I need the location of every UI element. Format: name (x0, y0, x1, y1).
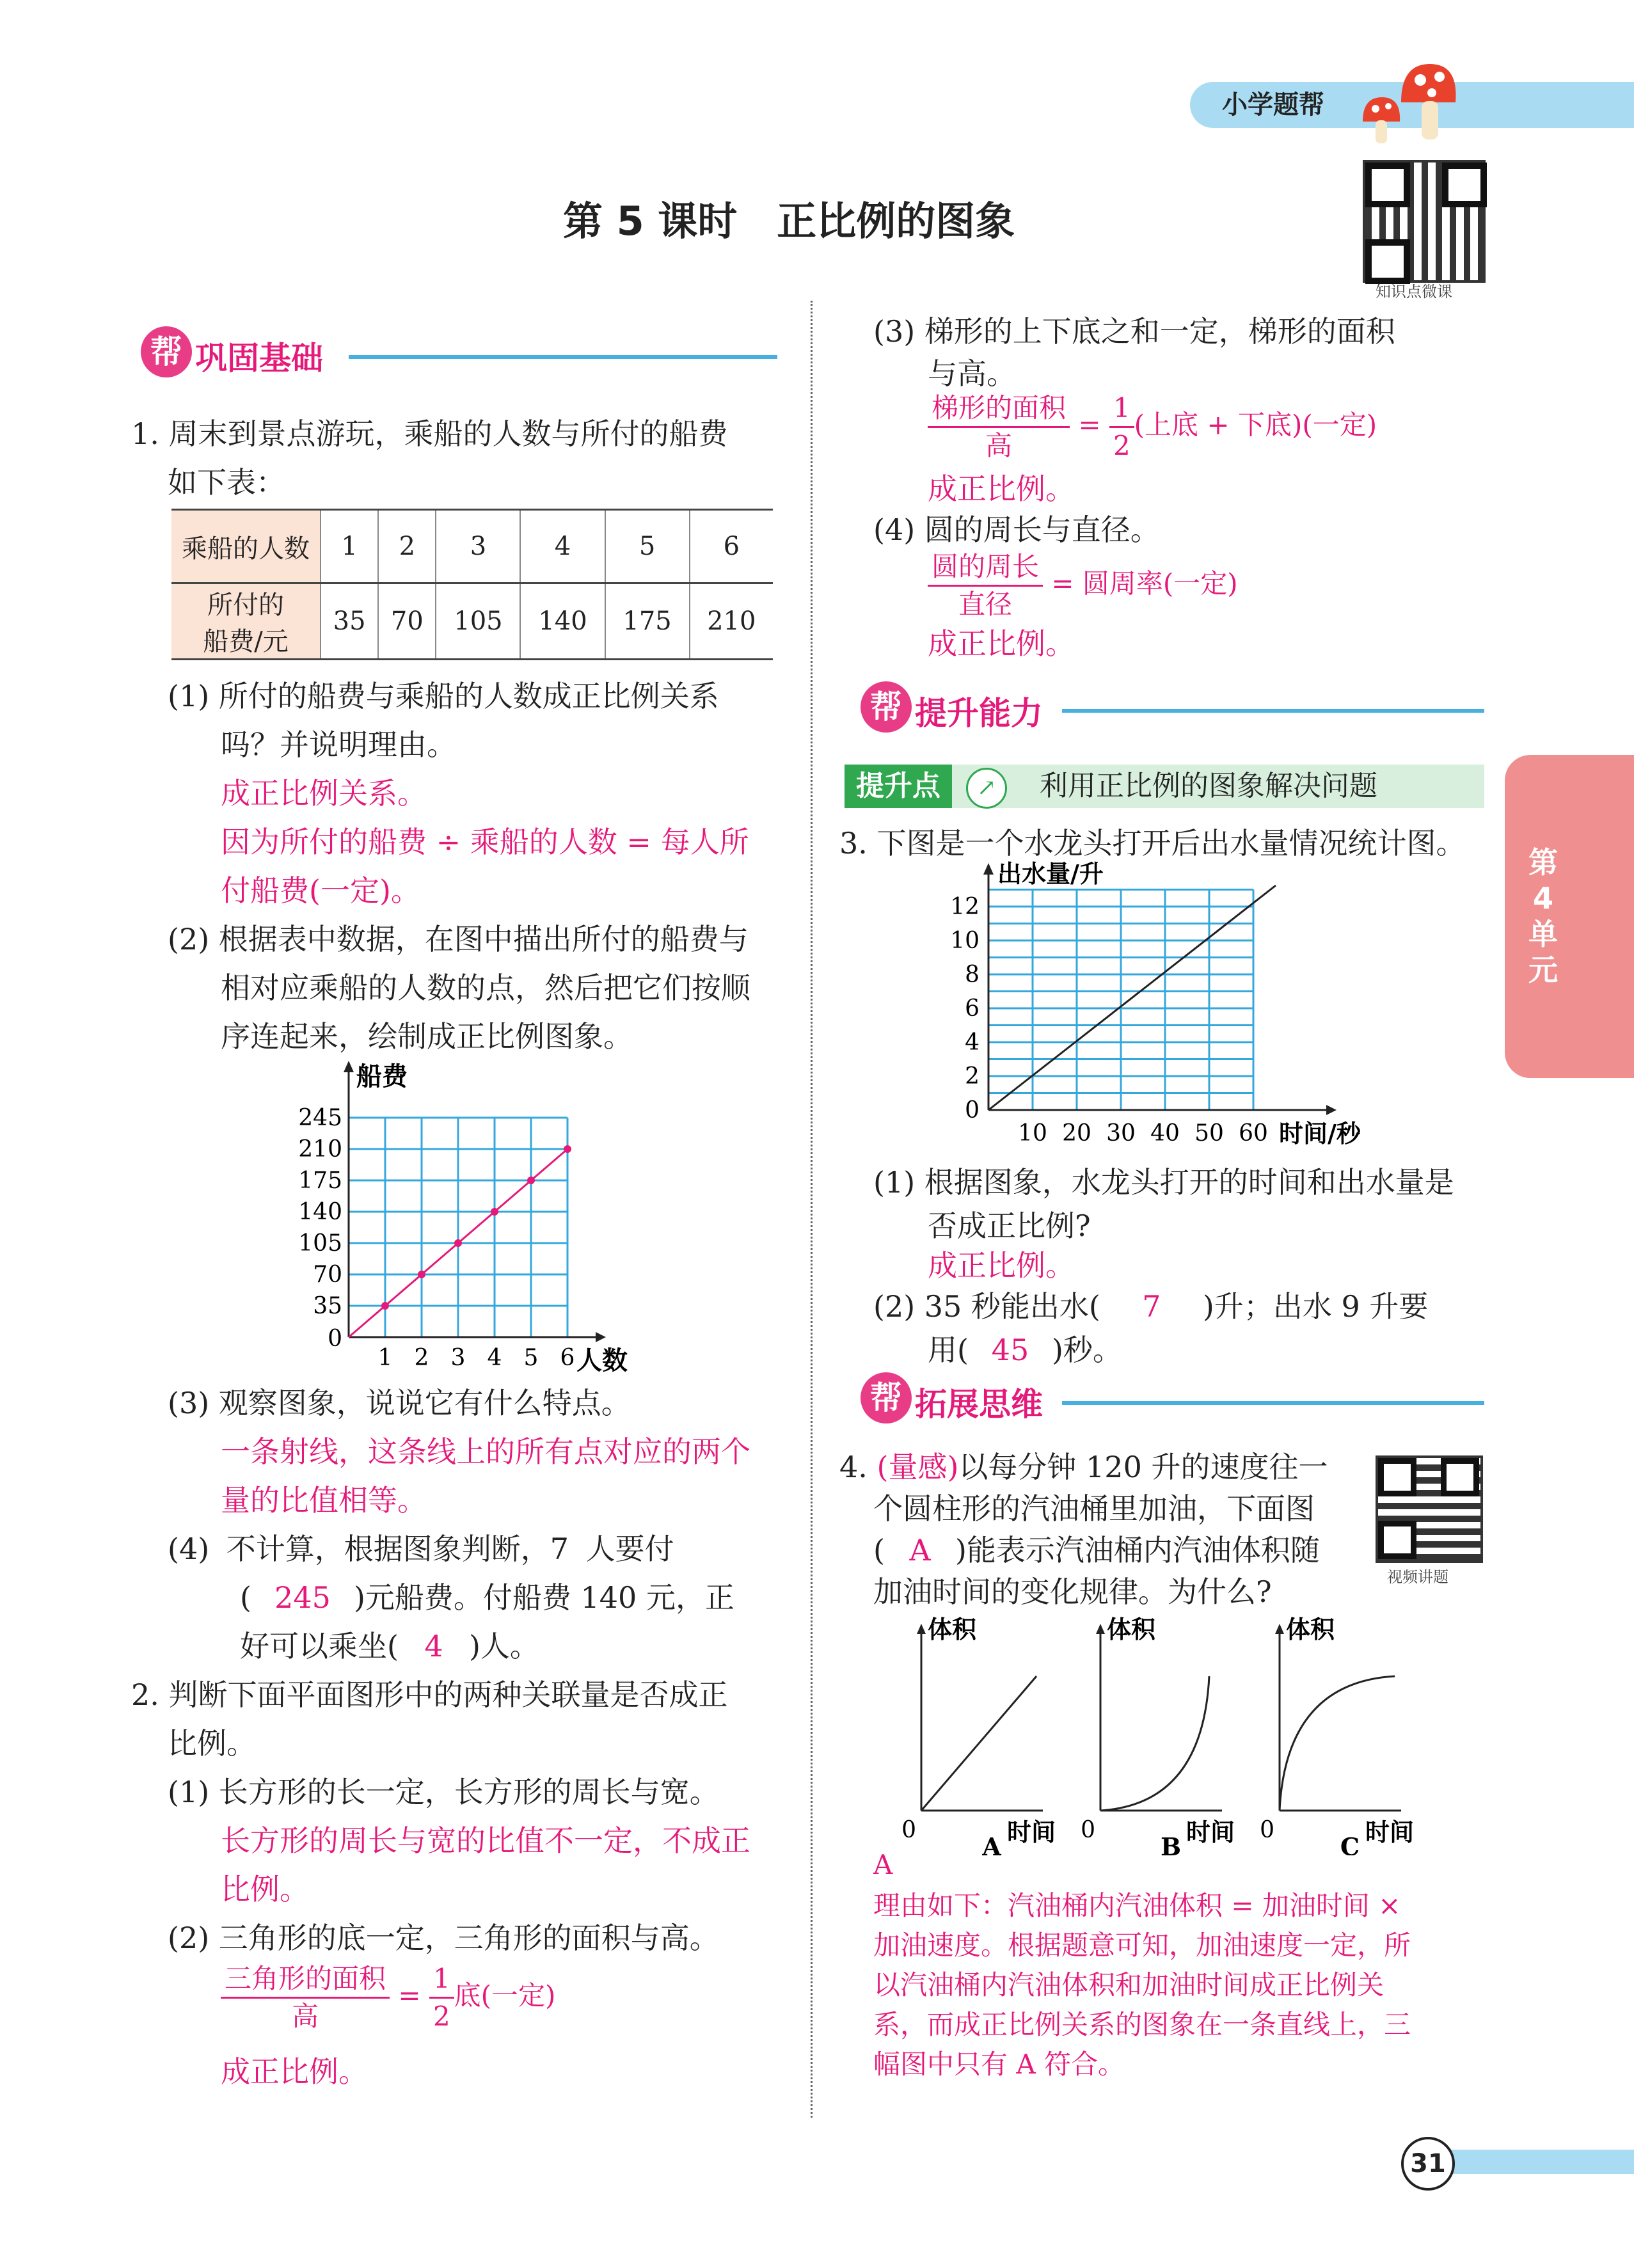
table-cell: 3 (436, 510, 520, 583)
water-flow-chart (928, 854, 1440, 1161)
q3-part1: 否成正比例? (928, 1209, 1091, 1243)
x-axis-arrow (1326, 1105, 1337, 1115)
x-tick-label: 50 (1194, 1120, 1224, 1146)
data-point (418, 1271, 425, 1278)
y-axis-arrow (983, 863, 994, 875)
q4-number: 4. (839, 1450, 868, 1484)
q4-text: )能表示汽油桶内汽油体积随 (955, 1533, 1320, 1567)
q3-part1: (1) 根据图象，水龙头打开的时间和出水量是 (873, 1165, 1454, 1200)
q1-part2: (2) 根据表中数据，在图中描出所付的船费与 (168, 922, 749, 956)
y-axis-label: 出水量/升 (997, 859, 1104, 888)
y-axis-arrow (1275, 1624, 1284, 1634)
y-axis-arrow (917, 1624, 926, 1634)
section-line (1062, 1401, 1484, 1405)
table-cell: 6 (690, 510, 773, 583)
y-tick-label: 35 (313, 1293, 342, 1319)
q1-answer: 一条射线，这条线上的所有点对应的两个 (221, 1434, 750, 1469)
x-axis-label: 时间 (1006, 1818, 1056, 1846)
fraction (1109, 390, 1134, 464)
unit-tab-char: 元 (1528, 953, 1558, 987)
table-cell: 5 (605, 510, 690, 583)
data-point (454, 1239, 462, 1247)
y-axis-label: 体积 (928, 1615, 977, 1644)
x-axis-arrow (596, 1332, 606, 1342)
q3-part2-text: 用( (928, 1333, 969, 1367)
q1-part3: (3) 观察图象，说说它有什么特点。 (168, 1386, 631, 1420)
table-cell: 2 (378, 510, 436, 583)
fraction-numerator: 梯形的面积 (928, 390, 1070, 428)
q2-answer: 成正比例。 (221, 2054, 368, 2089)
fraction-numerator: 1 (429, 1961, 454, 1999)
y-tick-label: 210 (298, 1136, 342, 1162)
column-divider (811, 301, 813, 2118)
fraction-denominator: 2 (1113, 430, 1130, 461)
graph-name: B (1160, 1832, 1182, 1855)
fraction-denominator: 2 (432, 2001, 450, 2032)
y-axis-label: 船费 (356, 1061, 408, 1091)
q2-answer: 比例。 (221, 1872, 309, 1907)
q4-answer: 加油速度。根据题意可知，加油速度一定，所 (873, 1930, 1411, 1961)
fraction (928, 390, 1070, 464)
x-tick-label: 3 (450, 1345, 466, 1371)
footer-bar (1427, 2150, 1634, 2174)
table-cell: 70 (378, 583, 436, 660)
y-tick-label: 10 (950, 928, 980, 954)
section-line (1062, 709, 1484, 713)
q4-tag: (量感) (876, 1450, 959, 1484)
graph-curve (1280, 1676, 1395, 1811)
origin-label: 0 (965, 1097, 980, 1123)
origin-label: 0 (901, 1817, 916, 1843)
q1-answer: 付船费(一定)。 (221, 873, 420, 908)
q3-part2-text: )秒。 (1051, 1333, 1122, 1367)
x-axis-label: 时间/秒 (1279, 1119, 1361, 1148)
x-tick-label: 6 (560, 1345, 575, 1371)
y-tick-label: 105 (298, 1230, 342, 1257)
y-tick-label: 12 (950, 894, 980, 920)
x-tick-label: 10 (1018, 1120, 1047, 1146)
q4-answer: 系，而成正比例关系的图象在一条直线上，三 (873, 2009, 1411, 2040)
y-tick-label: 70 (313, 1262, 342, 1288)
data-point (381, 1302, 389, 1310)
q1-part4-text: )元船费。付船费 140 元，正 (353, 1580, 734, 1615)
y-tick-label: 6 (965, 995, 980, 1022)
graph-curve (921, 1676, 1036, 1811)
fraction-denominator: 直径 (958, 589, 1013, 620)
y-tick-label: 4 (965, 1029, 980, 1056)
section-icon: 帮 (141, 326, 192, 377)
page-number: 31 (1401, 2137, 1455, 2191)
table-cell: 140 (520, 583, 605, 660)
qr-caption: 知识点微课 (1376, 283, 1452, 301)
q1-part2: 序连起来，绘制成正比例图象。 (221, 1019, 633, 1054)
q2-part2-formula (221, 1961, 555, 2034)
q3-part2-text: (2) 35 秒能出水( (873, 1289, 1100, 1324)
unit-tab-char: 第 (1528, 845, 1558, 880)
q1-answer: 量的比值相等。 (221, 1483, 427, 1518)
section-title-improve: 提升能力 (915, 695, 1043, 732)
q2-stem: 2. 判断下面平面图形中的两种关联量是否成正 (131, 1677, 728, 1712)
x-tick-label: 2 (414, 1345, 429, 1371)
table-header-line: 船费/元 (203, 627, 289, 656)
q1-table (171, 509, 773, 660)
q2-part3-formula (928, 390, 1377, 464)
origin-label: 0 (1081, 1817, 1095, 1843)
unit-tab-label (1505, 845, 1582, 988)
equals-sign: = (1078, 409, 1101, 441)
data-point (564, 1145, 571, 1153)
table-header (171, 583, 321, 660)
y-tick-label: 175 (298, 1168, 342, 1194)
q3-part2-line1 (873, 1282, 1428, 1331)
q4-answer: 以汽油桶内汽油体积和加油时间成正比例关 (873, 1969, 1384, 2001)
q4-text: 以每分钟 120 升的速度往一 (958, 1450, 1328, 1484)
q1-stem: 1. 周末到景点游玩，乘船的人数与所付的船费 (131, 416, 728, 451)
q2-answer: 成正比例。 (928, 626, 1075, 661)
fraction (221, 1961, 390, 2034)
answer-blank: 4 (424, 1629, 443, 1663)
q2-part4-formula (928, 549, 1238, 623)
q3-stem: 3. 下图是一个水龙头打开后出水量情况统计图。 (839, 826, 1466, 860)
origin-label: 0 (328, 1326, 342, 1352)
qr-caption: 视频讲题 (1387, 1568, 1448, 1586)
fraction-numerator: 1 (1109, 390, 1134, 428)
q1-part2: 相对应乘船的人数的点，然后把它们按顺 (221, 971, 750, 1005)
mushroom-icon (1350, 58, 1459, 147)
q3-part2-text: )升；出水 9 升要 (1202, 1289, 1429, 1324)
q1-answer: 成正比例关系。 (221, 776, 427, 811)
q1-part4-text: 好可以乘坐( (240, 1629, 399, 1663)
x-axis-label: 时间 (1186, 1818, 1235, 1846)
unit-tab-char: 单 (1528, 917, 1558, 951)
q3-answer: 成正比例。 (928, 1248, 1075, 1283)
table-row (171, 583, 773, 660)
answer-blank: 245 (274, 1580, 331, 1615)
x-tick-label: 4 (487, 1345, 502, 1371)
q2-answer: 成正比例。 (928, 472, 1075, 506)
fraction-numerator: 三角形的面积 (221, 1961, 390, 1999)
paren: ( (240, 1580, 251, 1615)
y-tick-label: 8 (965, 962, 980, 988)
section-line (349, 355, 777, 359)
fraction-denominator: 高 (292, 2001, 319, 2032)
q4-text: ( (873, 1533, 885, 1567)
q4-answer: 幅图中只有 A 符合。 (873, 2049, 1125, 2080)
q1-part4-text: )人。 (468, 1629, 539, 1663)
y-axis-label: 体积 (1107, 1615, 1156, 1644)
x-tick-label: 30 (1106, 1120, 1136, 1146)
x-tick-label: 40 (1150, 1120, 1180, 1146)
table-cell: 35 (321, 583, 378, 660)
q2-part4: (4) 圆的周长与直径。 (873, 512, 1160, 547)
data-point (491, 1208, 498, 1216)
q4-answer: 理由如下：汽油桶内汽油体积 = 加油时间 × (873, 1890, 1401, 1921)
q1-part4: (4) 不计算，根据图象判断，7 人要付 (168, 1532, 674, 1566)
data-point (527, 1177, 535, 1184)
unit-tab-char: 4 (1532, 881, 1553, 916)
fraction (928, 549, 1043, 623)
table-cell: 105 (436, 583, 520, 660)
fraction-denominator: 高 (985, 430, 1013, 461)
y-axis-arrow (1096, 1624, 1105, 1634)
table-cell: 175 (605, 583, 690, 660)
boat-fee-chart (275, 1056, 659, 1382)
page-title: 第 5 课时 正比例的图象 (563, 198, 1015, 244)
q1-answer: 因为所付的船费 ÷ 乘船的人数 = 每人所 (221, 825, 749, 859)
graph-name: A (982, 1832, 1001, 1855)
q1-stem: 如下表： (168, 465, 285, 500)
q3-part2-line2 (928, 1326, 1122, 1374)
q2-answer: 长方形的周长与宽的比值不一定，不成正 (221, 1823, 750, 1858)
x-tick-label: 1 (377, 1345, 393, 1371)
section-icon: 帮 (861, 681, 912, 733)
section-title-basic: 巩固基础 (195, 340, 323, 377)
y-tick-label: 245 (298, 1105, 342, 1131)
q4-answer: A (873, 1849, 893, 1880)
y-tick-label: 2 (965, 1063, 980, 1090)
graph-name: C (1340, 1832, 1360, 1855)
q2-part3: 与高。 (928, 356, 1016, 391)
answer-blank: 7 (1142, 1289, 1161, 1324)
graph-curve (1100, 1676, 1209, 1811)
fraction-numerator: 圆的周长 (928, 549, 1043, 587)
q1-part4-line3 (240, 1622, 539, 1670)
answer-blank: A (909, 1533, 931, 1567)
x-tick-label: 5 (523, 1345, 539, 1371)
q1-part4-line2 (240, 1573, 734, 1622)
x-axis-label: 人数 (576, 1345, 628, 1376)
table-cell: 4 (520, 510, 605, 583)
table-cell: 210 (690, 583, 773, 660)
y-tick-label: 140 (298, 1199, 342, 1225)
table-cell: 1 (321, 510, 378, 583)
q2-stem: 比例。 (168, 1726, 256, 1761)
section-icon: 帮 (861, 1372, 912, 1423)
formula-tail: = 圆周率(一定) (1051, 567, 1238, 599)
answer-blank: 45 (991, 1333, 1029, 1367)
brand-name: 小学题帮 (1222, 90, 1324, 120)
formula-tail: 底(一定) (454, 1979, 556, 2011)
q2-part1: (1) 长方形的长一定，长方形的周长与宽。 (168, 1775, 719, 1809)
point-tag: 提升点 (845, 765, 952, 808)
y-axis-arrow (344, 1061, 354, 1072)
x-tick-label: 60 (1239, 1120, 1268, 1146)
q1-part1: 吗？并说明理由。 (221, 727, 456, 762)
arrow-icon: ↗ (966, 768, 1007, 809)
equals-sign: = (398, 1979, 421, 2011)
q1-part1: (1) 所付的船费与乘船的人数成正比例关系 (168, 679, 719, 713)
formula-tail: (上底 + 下底)(一定) (1134, 409, 1377, 441)
section-title-expand: 拓展思维 (915, 1386, 1043, 1423)
x-tick-label: 20 (1062, 1120, 1091, 1146)
table-header-line: 所付的 (207, 591, 284, 620)
fraction (429, 1961, 454, 2034)
q4-line2: 个圆柱形的汽油桶里加油，下面图 (873, 1491, 1315, 1526)
x-axis-label: 时间 (1365, 1818, 1414, 1846)
q2-part2: (2) 三角形的底一定，三角形的面积与高。 (168, 1921, 719, 1955)
y-axis-label: 体积 (1286, 1615, 1335, 1644)
q4-line4: 加油时间的变化规律。为什么? (873, 1574, 1272, 1609)
origin-label: 0 (1260, 1817, 1274, 1843)
point-text: 利用正比例的图象解决问题 (1040, 770, 1377, 802)
q2-part3: (3) 梯形的上下底之和一定，梯形的面积 (873, 314, 1395, 349)
table-header: 乘船的人数 (171, 510, 321, 583)
q4-graphs (883, 1612, 1484, 1855)
table-row (171, 510, 773, 583)
